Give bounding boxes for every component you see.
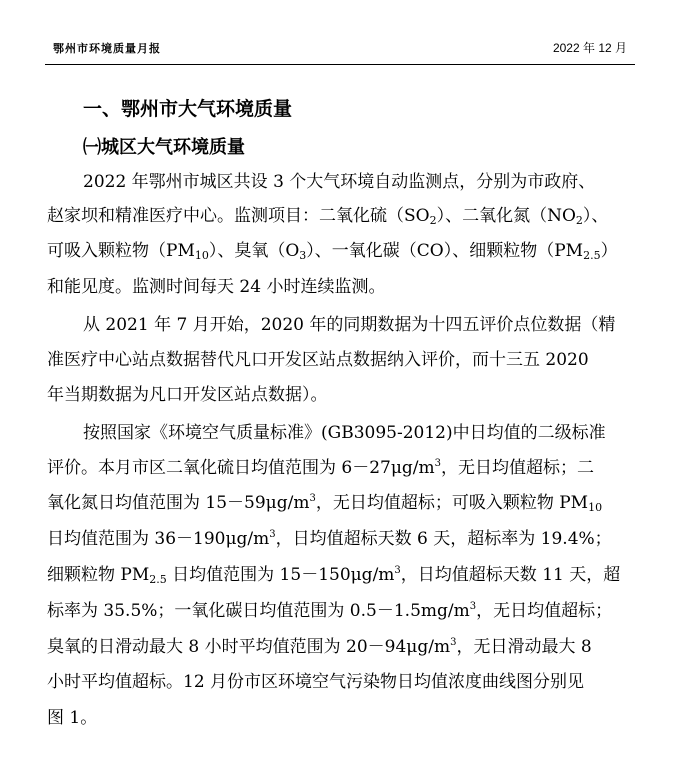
subsection-heading: ㈠城区大气环境质量 bbox=[83, 137, 245, 158]
para2-line1: 从 2021 年 7 月开始，2020 年的同期数据为十四五评价点位数据（精 bbox=[83, 315, 616, 335]
para3-line9: 图 1。 bbox=[47, 708, 98, 728]
para3-line7: 臭氧的日滑动最大 8 小时平均值范围为 $20-94\mu g/m^3$，无日滑动最大 8 bbox=[47, 637, 592, 657]
para1-line2: 赵家坝和精准医疗中心。监测项目：二氧化硫$(SO_2)$、二氧化氮$(NO_2)$、 bbox=[47, 206, 609, 227]
report-date: 2022 年 12 月 bbox=[552, 41, 627, 55]
para1-line4: 和能见度。监测时间每天 24 小时连续监测。 bbox=[47, 277, 386, 297]
report-title: 鄂州市环境质量月报 bbox=[53, 42, 161, 55]
para3-line1: 按照国家《环境空气质量标准》(GB3095-2012)中日均值的二级标准 bbox=[83, 423, 606, 443]
para1-line1: 2022 年鄂州市城区共设 3 个大气环境自动监测点，分别为市政府、 bbox=[83, 172, 596, 192]
para3-line6: 标率为 35.5%；一氧化碳日均值范围为 $0.5-1.5mg/m^3$，无日均值超标； bbox=[47, 601, 613, 621]
page-header bbox=[45, 38, 635, 65]
para3-line8: 小时平均值超标。12 月份市区环境空气污染物日均值浓度曲线图分别见 bbox=[47, 672, 585, 692]
para3-line5: 细颗粒物 $PM_{2.5}$ 日均值范围为 $15-150\mu g/m^3$，日均值超标天数 11 天，超 bbox=[47, 565, 621, 586]
section-heading: 一、鄂州市大气环境质量 bbox=[83, 98, 293, 120]
para1-line3: 可吸入颗粒物$(PM_{10})$、臭氧$(O_3)$、一氧化碳（CO）、细颗粒物$(PM_{2.5})$ bbox=[47, 241, 618, 262]
para2-line3: 年当期数据为凡口开发区站点数据）。 bbox=[47, 385, 328, 405]
para3-line2: 评价。本月市区二氧化硫日均值范围为 $6-27\mu g/m^3$，无日均值超标；二 bbox=[47, 458, 595, 478]
para3-line4: 日均值范围为 $36-190\mu g/m^3$，日均值超标天数 6 天，超标率为 19.4%； bbox=[47, 529, 612, 549]
para3-line3: 氧化氮日均值范围为 $15-59\mu g/m^3$，无日均值超标；可吸入颗粒物 $PM_{10}$ bbox=[47, 493, 603, 514]
para2-line2: 准医疗中心站点数据替代凡口开发区站点数据纳入评价，而十三五 2020 bbox=[47, 350, 589, 370]
